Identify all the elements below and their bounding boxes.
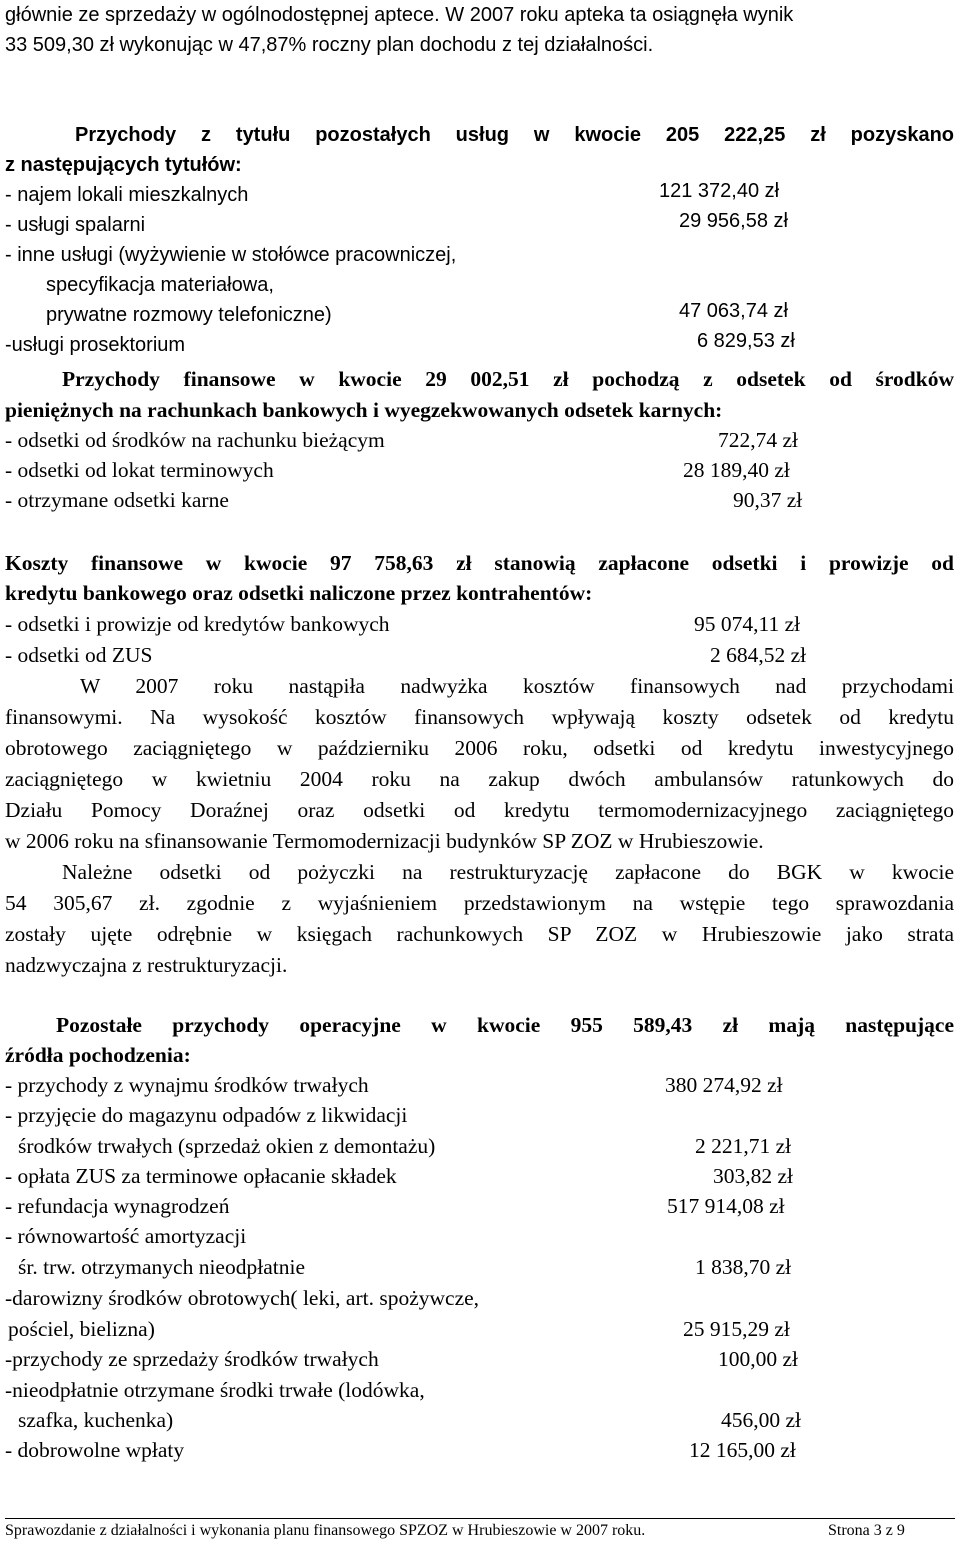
operating-income-item-label: szafka, kuchenka) xyxy=(18,1408,174,1432)
finance-income-item-label: - otrzymane odsetki karne xyxy=(5,488,229,512)
finance-costs-item-amount: 95 074,11 zł xyxy=(694,612,801,636)
intro-line-1: głównie ze sprzedaży w ogólnodostępnej aptece. W 2007 roku apteka ta osiągnęła wynik xyxy=(5,4,794,26)
finance-income-item-amount: 28 189,40 zł xyxy=(683,458,790,482)
services-item-amount: 47 063,74 zł xyxy=(679,300,788,322)
finance-costs-paragraph-line: finansowymi. Na wysokość kosztów finansowych wpływają koszty odsetek od kredytu xyxy=(5,705,954,729)
operating-income-item-amount: 12 165,00 zł xyxy=(689,1438,796,1462)
operating-income-item-label: -przychody ze sprzedaży środków trwałych xyxy=(5,1347,379,1371)
finance-costs-heading: Koszty finansowe w kwocie 97 758,63 zł stanowią zapłacone odsetki i prowizje od xyxy=(5,551,954,575)
services-item-amount: 121 372,40 zł xyxy=(659,180,780,202)
finance-costs-paragraph2-line: 54 305,67 zł. zgodnie z wyjaśnieniem przedstawionym na wstępie tego sprawozdania xyxy=(5,891,954,915)
footer-divider xyxy=(5,1518,955,1519)
operating-income-item-amount: 25 915,29 zł xyxy=(683,1317,790,1341)
services-heading-cont: z następujących tytułów: xyxy=(5,154,242,176)
operating-income-item-label: - dobrowolne wpłaty xyxy=(5,1438,185,1462)
operating-income-item-amount: 380 274,92 zł xyxy=(665,1073,783,1097)
finance-costs-item-label: - odsetki od ZUS xyxy=(5,643,153,667)
operating-income-item-label: - przyjęcie do magazynu odpadów z likwidacji xyxy=(5,1103,408,1127)
operating-income-item-amount: 100,00 zł xyxy=(718,1347,799,1371)
finance-costs-item-amount: 2 684,52 zł xyxy=(710,643,807,667)
operating-income-item-label: - refundacja wynagrodzeń xyxy=(5,1194,230,1218)
finance-income-item-amount: 90,37 zł xyxy=(733,488,803,512)
finance-income-item-label: - odsetki od środków na rachunku bieżącym xyxy=(5,428,385,452)
finance-income-item-amount: 722,74 zł xyxy=(718,428,799,452)
operating-income-item-label: -darowizny środków obrotowych( leki, art. spożywcze, xyxy=(5,1286,480,1310)
finance-income-item-label: - odsetki od lokat terminowych xyxy=(5,458,274,482)
operating-income-heading-cont: źródła pochodzenia: xyxy=(5,1043,191,1067)
services-item-label: prywatne rozmowy telefoniczne) xyxy=(46,304,332,326)
services-item-label: specyfikacja materiałowa, xyxy=(46,274,274,296)
operating-income-item-amount: 456,00 zł xyxy=(721,1408,802,1432)
operating-income-item-label: - opłata ZUS za terminowe opłacanie składek xyxy=(5,1164,397,1188)
services-heading: Przychody z tytułu pozostałych usług w kwocie 205 222,25 zł pozyskano xyxy=(75,124,954,146)
operating-income-item-label: pościel, bielizna) xyxy=(8,1317,155,1341)
operating-income-item-label: środków trwałych (sprzedaż okien z demontażu) xyxy=(18,1134,436,1158)
finance-costs-paragraph-line: zaciągniętego w kwietniu 2004 roku na zakup dwóch ambulansów ratunkowych do xyxy=(5,767,954,791)
services-item-label: - inne usługi (wyżywienie w stołówce pracowniczej, xyxy=(5,244,457,266)
footer-page-number: Strona 3 z 9 xyxy=(828,1522,905,1539)
intro-line-2: 33 509,30 zł wykonując w 47,87% roczny plan dochodu z tej działalności. xyxy=(5,34,654,56)
finance-costs-item-label: - odsetki i prowizje od kredytów bankowych xyxy=(5,612,390,636)
finance-costs-paragraph-line: w 2006 roku na sfinansowanie Termomodernizacji budynków SP ZOZ w Hrubieszowie. xyxy=(5,829,764,853)
finance-costs-heading-cont: kredytu bankowego oraz odsetki naliczone przez kontrahentów: xyxy=(5,581,593,605)
services-item-amount: 29 956,58 zł xyxy=(679,210,788,232)
operating-income-item-amount: 1 838,70 zł xyxy=(695,1255,792,1279)
finance-costs-paragraph2-line: Należne odsetki od pożyczki na restrukturyzację zapłacone do BGK w kwocie xyxy=(62,860,954,884)
footer-document-title: Sprawozdanie z działalności i wykonania planu finansowego SPZOZ w Hrubieszowie w 2007 roku. xyxy=(5,1522,646,1539)
finance-costs-paragraph-line: Działu Pomocy Doraźnej oraz odsetki od kredytu termomodernizacyjnego zaciągniętego xyxy=(5,798,954,822)
services-item-label: - usługi spalarni xyxy=(5,214,146,236)
operating-income-item-amount: 517 914,08 zł xyxy=(667,1194,785,1218)
operating-income-heading: Pozostałe przychody operacyjne w kwocie 955 589,43 zł mają następujące xyxy=(56,1013,954,1037)
finance-income-heading-cont: pieniężnych na rachunkach bankowych i wyegzekwowanych odsetek karnych: xyxy=(5,398,723,422)
operating-income-item-label: - przychody z wynajmu środków trwałych xyxy=(5,1073,369,1097)
services-item-amount: 6 829,53 zł xyxy=(697,330,795,352)
finance-income-heading: Przychody finansowe w kwocie 29 002,51 zł pochodzą z odsetek od środków xyxy=(62,367,954,391)
operating-income-item-label: - równowartość amortyzacji xyxy=(5,1224,247,1248)
services-item-label: - najem lokali mieszkalnych xyxy=(5,184,249,206)
services-item-label: -usługi prosektorium xyxy=(5,334,186,356)
finance-costs-paragraph2-line: zostały ujęte odrębnie w księgach rachunkowych SP ZOZ w Hrubieszowie jako strata xyxy=(5,922,954,946)
operating-income-item-amount: 303,82 zł xyxy=(713,1164,794,1188)
finance-costs-paragraph-line: obrotowego zaciągniętego w październiku 2006 roku, odsetki od kredytu inwestycyjnego xyxy=(5,736,954,760)
finance-costs-paragraph-line: W 2007 roku nastąpiła nadwyżka kosztów finansowych nad przychodami xyxy=(80,674,954,698)
operating-income-item-amount: 2 221,71 zł xyxy=(695,1134,792,1158)
operating-income-item-label: -nieodpłatnie otrzymane środki trwałe (lodówka, xyxy=(5,1378,425,1402)
operating-income-item-label: śr. trw. otrzymanych nieodpłatnie xyxy=(18,1255,305,1279)
finance-costs-paragraph2-line: nadzwyczajna z restrukturyzacji. xyxy=(5,953,288,977)
